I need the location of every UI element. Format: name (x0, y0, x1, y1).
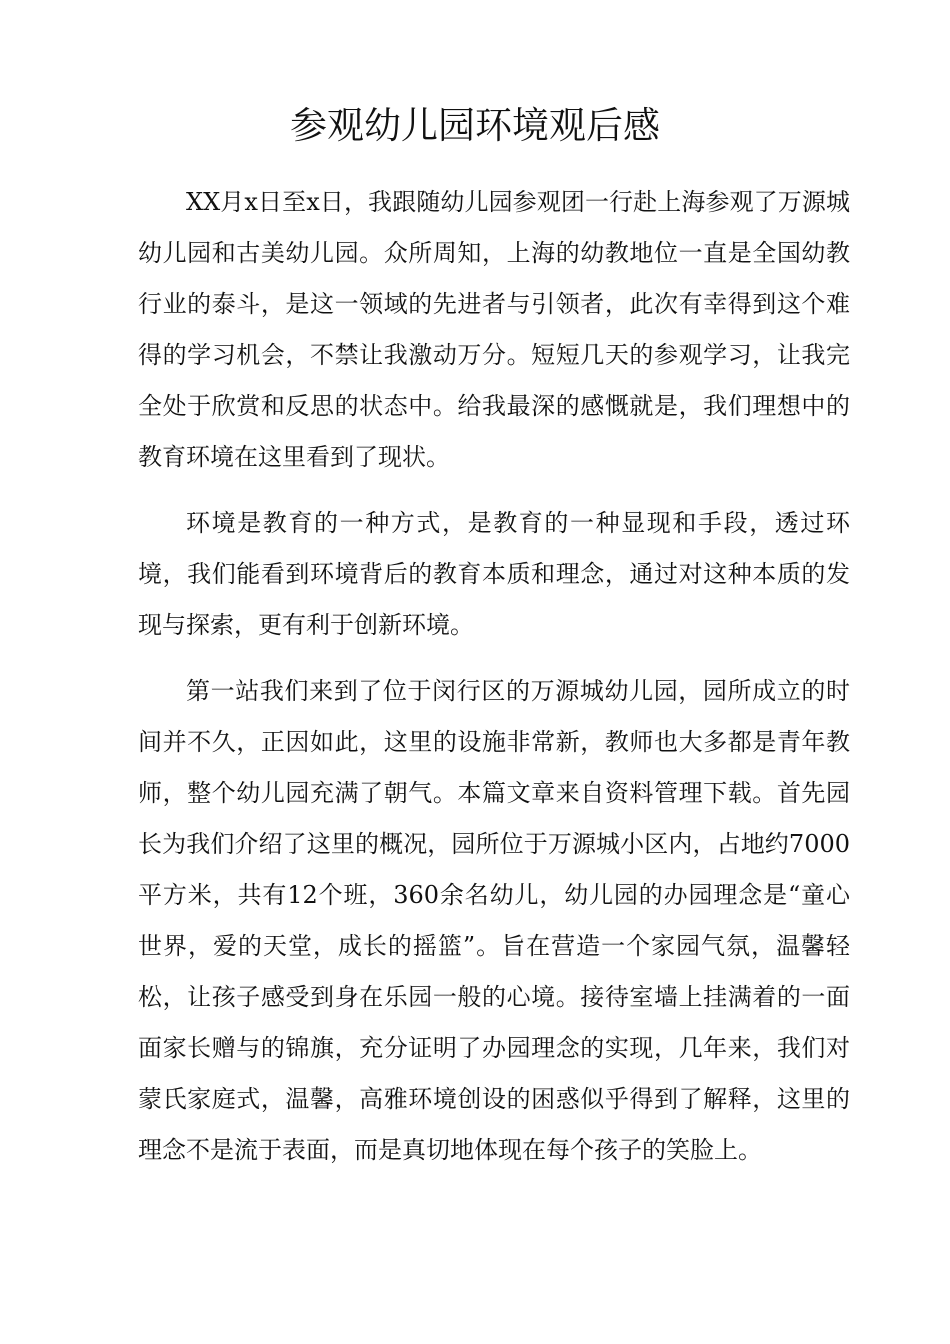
paragraph-1: XX月x日至x日，我跟随幼儿园参观团一行赴上海参观了万源城幼儿园和古美幼儿园。众所周知，上海的幼教地位一直是全国幼教行业的泰斗，是这一领域的先进者与引领者，此次有幸得到这个难得的学习机会，不禁让我激动万分。短短几天的参观学习，让我完全处于欣赏和反思的状态中。给我最深的感慨就是，我们理想中的教育环境在这里看到了现状。 (138, 188, 850, 471)
document-body (138, 177, 850, 1191)
paragraph-2: 环境是教育的一种方式，是教育的一种显现和手段，透过环境，我们能看到环境背后的教育本质和理念，通过对这种本质的发现与探索，更有利于创新环境。 (138, 509, 850, 639)
paragraph-3: 第一站我们来到了位于闵行区的万源城幼儿园，园所成立的时间并不久，正因如此，这里的设施非常新，教师也大多都是青年教师，整个幼儿园充满了朝气。本篇文章来自资料管理下载。首先园长为我们介绍了这里的概况，园所位于万源城小区内，占地约7000平方米，共有12个班，360余名幼儿，幼儿园的办园理念是“童心世界，爱的天堂，成长的摇篮”。旨在营造一个家园气氛，温馨轻松，让孩子感受到身在乐园一般的心境。接待室墙上挂满着的一面面家长赠与的锦旗，充分证明了办园理念的实现，几年来，我们对蒙氏家庭式，温馨，高雅环境创设的困惑似乎得到了解释，这里的理念不是流于表面，而是真切地体现在每个孩子的笑脸上。 (138, 677, 850, 1164)
document-title: 参观幼儿园环境观后感 (290, 104, 660, 147)
